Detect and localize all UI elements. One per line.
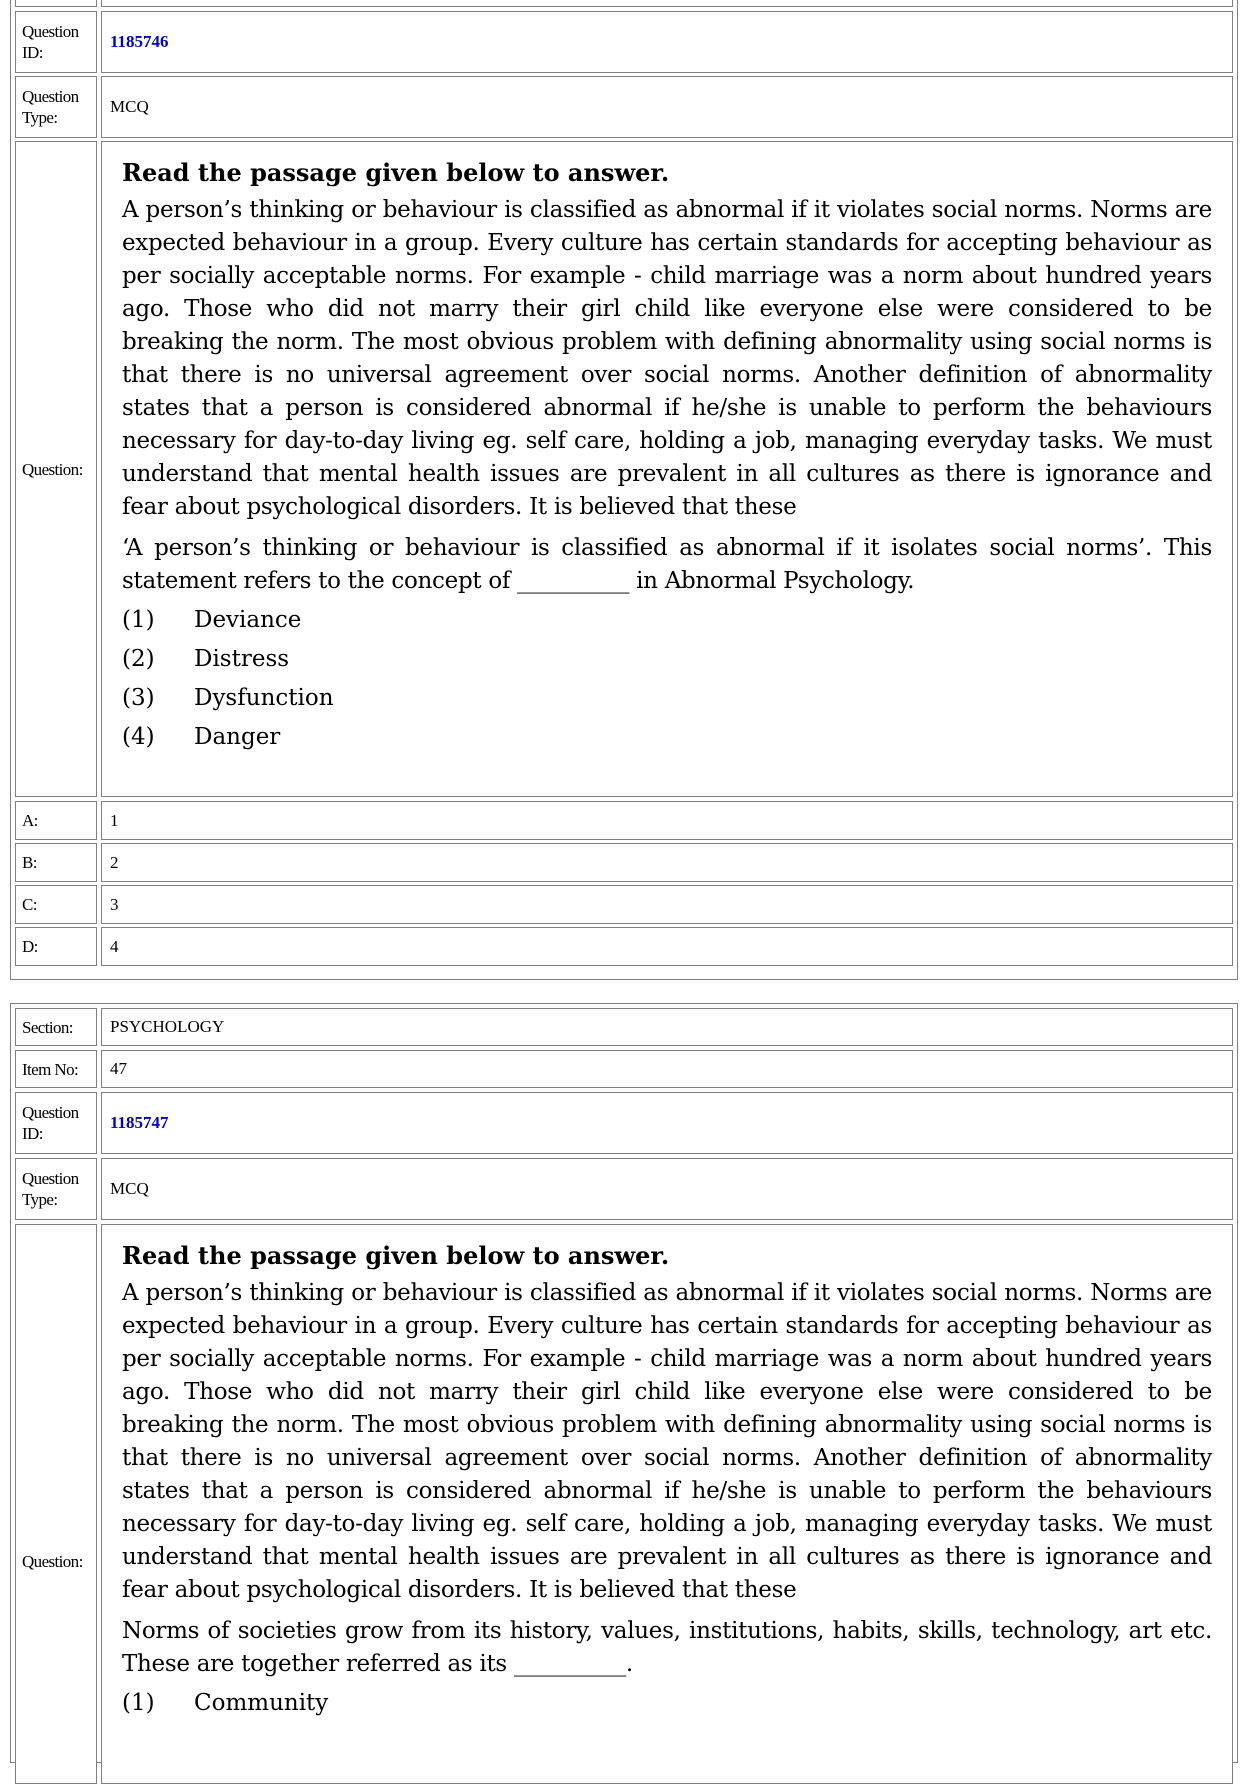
question-type-value: MCQ [101, 76, 1233, 138]
option-1: (1) Deviance [122, 607, 302, 633]
question-body [101, 141, 1233, 797]
section-label: Section: [15, 1008, 97, 1046]
question-type-label: Question Type: [15, 1158, 97, 1220]
question-table-1 [10, 0, 1238, 980]
question-id-label: Question ID: [15, 11, 97, 73]
row-question [15, 1224, 1233, 1784]
option-4: (4) Danger [122, 724, 281, 750]
row-question [15, 141, 1233, 797]
answer-b-value: 2 [101, 843, 1233, 882]
row-answer-c [15, 885, 1233, 924]
row-answer-d [15, 927, 1233, 966]
option-1: (1) Community [122, 1690, 329, 1716]
item-no-label: Item No: [15, 1050, 97, 1088]
answer-b-label: B: [15, 843, 97, 882]
question-label: Question: [15, 141, 97, 797]
question-id-value: 1185747 [110, 1113, 169, 1132]
row-question-id [15, 11, 1233, 73]
question-type-value: MCQ [101, 1158, 1233, 1220]
passage-heading: Read the passage given below to answer. [122, 1241, 670, 1270]
question-body [101, 1224, 1233, 1784]
answer-a-label: A: [15, 801, 97, 840]
row-item-no [15, 1050, 1233, 1088]
question-table-2 [10, 1003, 1238, 1763]
question-stem: Norms of societies grow from its history, values, institutions, habits, skills, technology, art etc. These are together referred as its __________. [122, 1618, 1212, 1677]
question-stem: ‘A person’s thinking or behaviour is classified as abnormal if it isolates social norms’. This statement refers to the concept of __________ in Abnormal Psychology. [122, 535, 1212, 594]
question-id-label: Question ID: [15, 1092, 97, 1154]
question-label: Question: [15, 1224, 97, 1784]
question-id-value: 1185746 [110, 32, 169, 51]
answer-c-value: 3 [101, 885, 1233, 924]
option-2: (2) Distress [122, 646, 290, 672]
row-question-id [15, 1092, 1233, 1154]
row-question-type [15, 1158, 1233, 1220]
option-3: (3) Dysfunction [122, 685, 334, 711]
option-list [122, 601, 1212, 757]
row-section [15, 1008, 1233, 1046]
answer-a-value: 1 [101, 801, 1233, 840]
row-question-type [15, 76, 1233, 138]
option-list [122, 1684, 1212, 1723]
answer-d-label: D: [15, 927, 97, 966]
answer-d-value: 4 [101, 927, 1233, 966]
passage-heading: Read the passage given below to answer. [122, 158, 670, 187]
passage-text: A person’s thinking or behaviour is classified as abnormal if it violates social norms. Norms are expected behaviour in a group. Every culture has certain standards for accepting behaviour as per socially acceptable norms. For example - child marriage was a norm about hundred years ago. Those who did not marry their girl child like everyone else were considered to be breaking the norm. The most obvious problem with defining abnormality using social norms is that there is no universal agreement over social norms. Another definition of abnormality states that a person is considered abnormal if he/she is unable to perform the behaviours necessary for day-to-day living eg. self care, holding a job, managing everyday tasks. We must understand that mental health issues are prevalent in all cultures as there is ignorance and fear about psychological disorders. It is believed that these [122, 197, 1212, 520]
row-answer-a [15, 801, 1233, 840]
item-no-value: 47 [101, 1050, 1233, 1088]
section-value: PSYCHOLOGY [101, 1008, 1233, 1046]
row-answer-b [15, 843, 1233, 882]
row-top-partial [15, 0, 1233, 7]
passage-text: A person’s thinking or behaviour is classified as abnormal if it violates social norms. Norms are expected behaviour in a group. Every culture has certain standards for accepting behaviour as per socially acceptable norms. For example - child marriage was a norm about hundred years ago. Those who did not marry their girl child like everyone else were considered to be breaking the norm. The most obvious problem with defining abnormality using social norms is that there is no universal agreement over social norms. Another definition of abnormality states that a person is considered abnormal if he/she is unable to perform the behaviours necessary for day-to-day living eg. self care, holding a job, managing everyday tasks. We must understand that mental health issues are prevalent in all cultures as there is ignorance and fear about psychological disorders. It is believed that these [122, 1280, 1212, 1603]
question-type-label: Question Type: [15, 76, 97, 138]
answer-c-label: C: [15, 885, 97, 924]
